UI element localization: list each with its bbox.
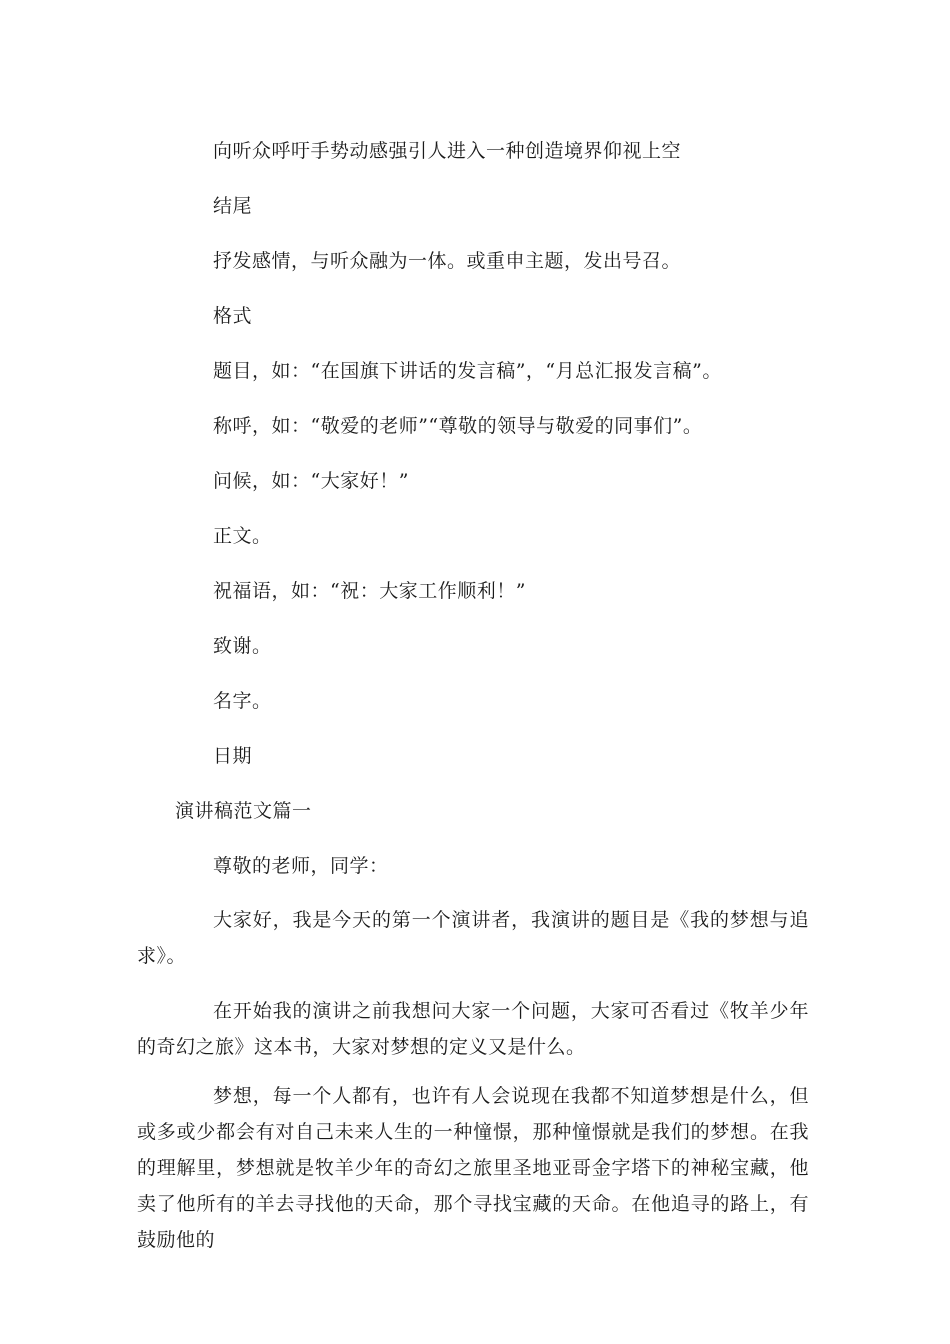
text-line-ending-desc: 抒发感情，与听众融为一体。或重申主题，发出号召。	[213, 250, 682, 272]
section-title: 演讲稿范文篇一	[175, 800, 312, 822]
text-line-greeting: 问候，如：“大家好！”	[213, 470, 409, 492]
text-line-thanks: 致谢。	[213, 635, 272, 657]
paragraph-question: 在开始我的演讲之前我想问大家一个问题，大家可否看过《牧羊少年的奇幻之旅》这本书，大家对梦想的定义又是什么。	[137, 1000, 809, 1058]
text-line-name: 名字。	[213, 690, 272, 712]
text-line-gesture: 向听众呼吁手势动感强引人进入一种创造境界仰视上空	[213, 140, 682, 162]
text-line-title: 题目，如：“在国旗下讲话的发言稿”，“月总汇报发言稿”。	[213, 360, 722, 382]
paragraph-dream: 梦想，每一个人都有，也许有人会说现在我都不知道梦想是什么，但或多或少都会有对自己未来人生的一种憧憬，那种憧憬就是我们的梦想。在我的理解里，梦想就是牧羊少年的奇幻之旅里圣地亚哥金字塔下的神秘宝藏，他卖了他所有的羊去寻找他的天命，那个寻找宝藏的天命。在他追寻的路上，有鼓励他的	[137, 1085, 809, 1251]
salutation: 尊敬的老师，同学：	[213, 855, 389, 877]
text-line-date: 日期	[213, 745, 253, 767]
heading-format: 格式	[213, 305, 253, 327]
text-line-blessing: 祝福语，如：“祝：大家工作顺利！”	[213, 580, 526, 602]
paragraph-intro: 大家好，我是今天的第一个演讲者，我演讲的题目是《我的梦想与追求》。	[137, 909, 809, 967]
heading-ending: 结尾	[213, 195, 253, 217]
text-line-body: 正文。	[213, 525, 272, 547]
text-line-salutation-format: 称呼，如：“敬爱的老师”“尊敬的领导与敬爱的同事们”。	[213, 415, 703, 437]
